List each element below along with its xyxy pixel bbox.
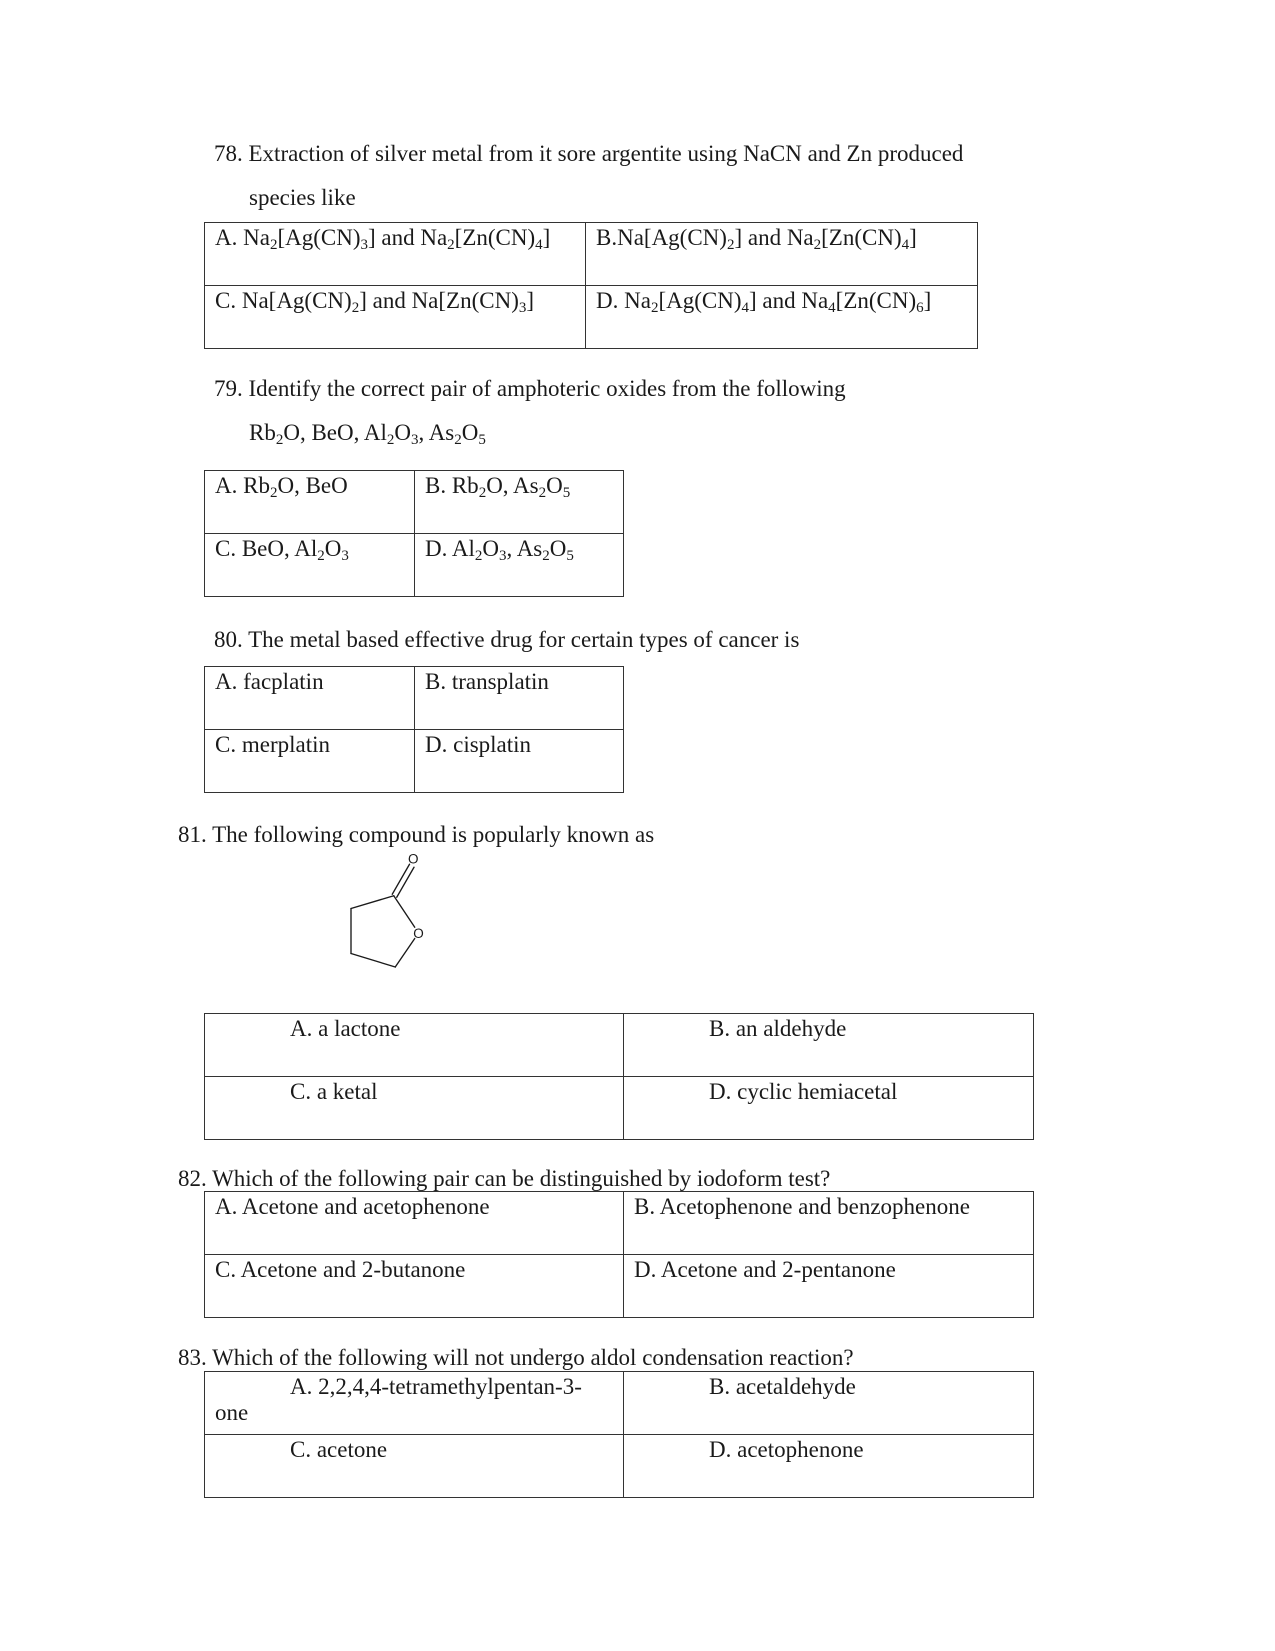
- option-82-a[interactable]: A. Acetone and acetophenone: [205, 1192, 624, 1255]
- option-79-a[interactable]: [205, 471, 415, 534]
- option-80-b[interactable]: B. transplatin: [415, 667, 624, 730]
- formula-text: D. Al: [425, 536, 475, 561]
- option-80-c[interactable]: C. merplatin: [205, 730, 415, 793]
- question-79-oxides: [214, 411, 846, 455]
- option-83-b[interactable]: B. acetaldehyde: [624, 1372, 1034, 1435]
- option-83-c[interactable]: C. acetone: [205, 1435, 624, 1498]
- formula-subscript: 3: [360, 237, 368, 253]
- formula-subscript: 2: [474, 548, 483, 564]
- options-table-81: [204, 1013, 1034, 1140]
- question-81-text: 81. The following compound is popularly known as: [178, 822, 655, 847]
- formula-text: , As: [418, 420, 455, 445]
- question-83-text: 83. Which of the following will not undergo aldol condensation reaction?: [178, 1345, 854, 1370]
- option-78-d[interactable]: [586, 286, 978, 349]
- question-79-text: 79. Identify the correct pair of amphoteric oxides from the following: [214, 376, 846, 401]
- option-81-d[interactable]: D. cyclic hemiacetal: [624, 1077, 1034, 1140]
- formula-subscript: 2: [269, 237, 278, 253]
- option-81-a[interactable]: A. a lactone: [205, 1014, 624, 1077]
- formula-subscript: 2: [538, 485, 547, 501]
- formula-text: [Ag(CN): [277, 225, 361, 250]
- formula-subscript: 3: [410, 432, 419, 448]
- option-78-b[interactable]: [586, 223, 978, 286]
- option-83-a-line2: one: [215, 1400, 249, 1425]
- option-79-b[interactable]: [415, 471, 624, 534]
- formula-text: O: [324, 536, 342, 561]
- formula-text: A. Rb: [215, 473, 270, 498]
- formula-subscript: 4: [901, 237, 910, 253]
- formula-text: ]: [909, 225, 917, 250]
- formula-text: [Zn(CN): [835, 288, 917, 313]
- formula-text: B.Na[Ag(CN): [596, 225, 727, 250]
- formula-text: ] and Na: [734, 225, 814, 250]
- formula-text: ]: [923, 288, 932, 313]
- formula-subscript: 2: [317, 548, 325, 564]
- carbonyl-oxygen-label: O: [407, 851, 419, 867]
- formula-subscript: 2: [386, 432, 395, 448]
- formula-text: D. Na: [596, 288, 651, 313]
- option-82-c[interactable]: C. Acetone and 2-butanone: [205, 1255, 624, 1318]
- formula-text: O: [394, 420, 411, 445]
- formula-text: C. Na[Ag(CN): [215, 288, 352, 313]
- question-78-text: 78. Extraction of silver metal from it sore argentite using NaCN and Zn produced: [214, 141, 964, 166]
- formula-subscript: 4: [828, 300, 836, 316]
- question-78: [214, 132, 963, 220]
- formula-text: O: [546, 473, 563, 498]
- formula-subscript: 3: [518, 300, 527, 316]
- formula-text: A. Na: [215, 225, 270, 250]
- formula-subscript: 2: [275, 432, 284, 448]
- formula-subscript: 6: [916, 300, 924, 316]
- formula-text: ] and Na: [748, 288, 829, 313]
- formula-subscript: 4: [535, 237, 543, 253]
- question-82-text: 82. Which of the following pair can be distinguished by iodoform test?: [178, 1166, 831, 1191]
- formula-subscript: 2: [726, 237, 735, 253]
- formula-subscript: 5: [562, 485, 571, 501]
- options-table-80: [204, 666, 624, 793]
- formula-subscript: 2: [351, 300, 360, 316]
- options-table-78: [204, 222, 978, 349]
- option-83-d[interactable]: D. acetophenone: [624, 1435, 1034, 1498]
- option-83-a-line1: A. 2,2,4,4-tetramethylpentan-3-: [290, 1374, 582, 1399]
- question-80: [214, 618, 799, 662]
- option-79-c[interactable]: [205, 534, 415, 597]
- formula-subscript: 2: [447, 237, 455, 253]
- formula-subscript: 3: [498, 548, 507, 564]
- formula-subscript: 2: [454, 432, 462, 448]
- formula-subscript: 2: [269, 485, 278, 501]
- formula-text: ] and Na: [367, 225, 448, 250]
- formula-subscript: 5: [478, 432, 486, 448]
- option-83-a[interactable]: [205, 1372, 624, 1435]
- option-79-d[interactable]: [415, 534, 624, 597]
- formula-subscript: 2: [813, 237, 822, 253]
- formula-subscript: 5: [566, 548, 574, 564]
- options-table-82: [204, 1191, 1034, 1318]
- formula-text: O: [461, 420, 479, 445]
- formula-text: O, As: [486, 473, 539, 498]
- question-78-text-cont: species like: [249, 185, 356, 210]
- gamma-butyrolactone-structure: [335, 850, 445, 970]
- ring-oxygen-label: O: [413, 925, 424, 941]
- option-81-c[interactable]: C. a ketal: [205, 1077, 624, 1140]
- formula-text: O: [549, 536, 567, 561]
- options-table-83: [204, 1371, 1034, 1498]
- question-79: [214, 367, 846, 455]
- formula-text: [Zn(CN): [454, 225, 536, 250]
- formula-text: [Zn(CN): [821, 225, 902, 250]
- formula-subscript: 2: [478, 485, 487, 501]
- option-82-d[interactable]: D. Acetone and 2-pentanone: [624, 1255, 1034, 1318]
- formula-subscript: 4: [741, 300, 749, 316]
- options-table-79: [204, 470, 624, 597]
- formula-text: O, BeO: [277, 473, 348, 498]
- formula-text: [Ag(CN): [658, 288, 742, 313]
- option-80-a[interactable]: A. facplatin: [205, 667, 415, 730]
- formula-subscript: 3: [341, 548, 349, 564]
- option-78-a[interactable]: [205, 223, 586, 286]
- option-81-b[interactable]: B. an aldehyde: [624, 1014, 1034, 1077]
- formula-subscript: 2: [650, 300, 659, 316]
- option-78-c[interactable]: [205, 286, 586, 349]
- option-82-b[interactable]: B. Acetophenone and benzophenone: [624, 1192, 1034, 1255]
- formula-text: Rb: [249, 420, 276, 445]
- option-80-d[interactable]: D. cisplatin: [415, 730, 624, 793]
- formula-text: C. BeO, Al: [215, 536, 318, 561]
- formula-subscript: 2: [542, 548, 550, 564]
- question-80-text: 80. The metal based effective drug for certain types of cancer is: [214, 627, 800, 652]
- formula-text: , As: [506, 536, 543, 561]
- formula-text: B. Rb: [425, 473, 479, 498]
- formula-text: ]: [542, 225, 551, 250]
- formula-text: ] and Na[Zn(CN): [359, 288, 519, 313]
- formula-text: O: [482, 536, 499, 561]
- formula-text: O, BeO, Al: [283, 420, 387, 445]
- formula-text: ]: [526, 288, 535, 313]
